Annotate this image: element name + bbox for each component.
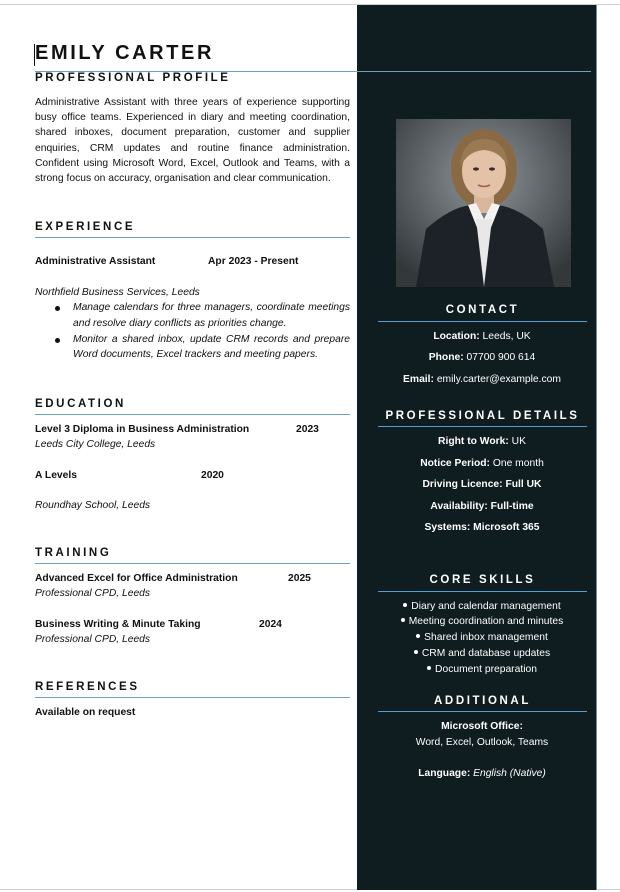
location-value: Leeds, UK	[479, 331, 531, 342]
systems-text: Systems: Microsoft 365	[424, 522, 540, 533]
skills-heading: CORE SKILLS	[429, 574, 536, 586]
education-item-title: A Levels	[35, 470, 77, 481]
training-item-year: 2024	[259, 619, 282, 630]
profile-photo	[396, 119, 571, 287]
education-item-place: Roundhay School, Leeds	[35, 500, 151, 511]
details-heading: PROFESSIONAL DETAILS	[385, 410, 580, 422]
training-item-year: 2025	[288, 573, 311, 584]
rtw-label: Right to Work:	[438, 436, 509, 447]
bullet-icon	[403, 603, 407, 607]
education-rule	[35, 414, 350, 415]
experience-role: Administrative Assistant	[35, 256, 156, 267]
training-rule	[35, 563, 350, 564]
contact-heading: CONTACT	[445, 304, 520, 316]
bullet-icon	[55, 306, 60, 311]
phone-label: Phone:	[428, 352, 464, 363]
contact-email	[362, 374, 602, 385]
list-item	[362, 648, 602, 659]
additional-office-label	[362, 721, 602, 732]
location-label: Location:	[433, 331, 480, 342]
skills-rule	[378, 591, 587, 592]
references-rule	[35, 697, 350, 698]
portrait-image	[396, 119, 571, 287]
contact-rule	[378, 321, 587, 322]
header-rule	[35, 71, 591, 72]
profile-text: Administrative Assistant with three years of experience supporting busy office teams. Experienced in diary and meeting coordination, shared inboxes, document preparation, customer and supplier enquiries, CRM updates and routine finance administration. Confident using Microsoft Word, Excel, Outlook and Teams, with a strong focus on accuracy, organisation and clear communication.	[35, 97, 350, 185]
references-heading: REFERENCES	[35, 681, 140, 693]
experience-dates: Apr 2023 - Present	[208, 256, 299, 267]
education-item-place: Leeds City College, Leeds	[35, 439, 156, 450]
education-item-year: 2023	[296, 424, 319, 435]
skill-text: Meeting coordination and minutes	[408, 616, 564, 627]
detail-systems	[362, 522, 602, 533]
notice-label: Notice Period:	[420, 458, 490, 469]
experience-heading: EXPERIENCE	[35, 221, 136, 233]
detail-notice-period	[362, 458, 602, 469]
additional-language	[362, 768, 602, 779]
bullet-icon	[401, 618, 405, 622]
detail-driving-licence	[362, 479, 602, 490]
training-item-title: Advanced Excel for Office Administration	[35, 573, 238, 584]
additional-rule	[378, 711, 587, 712]
references-text: Available on request	[35, 707, 136, 718]
list-item	[362, 616, 602, 627]
bullet-icon	[416, 634, 420, 638]
list-item	[362, 601, 602, 612]
detail-right-to-work	[362, 436, 602, 447]
skill-text: Shared inbox management	[424, 632, 548, 643]
training-item-title: Business Writing & Minute Taking	[35, 619, 201, 630]
candidate-name[interactable]: EMILY CARTER	[35, 42, 215, 64]
additional-heading: ADDITIONAL	[434, 695, 531, 707]
language-label: Language:	[418, 768, 471, 779]
skill-text: Diary and calendar management	[411, 601, 561, 612]
availability-text: Availability: Full-time	[430, 501, 534, 512]
licence-text: Driving Licence: Full UK	[422, 479, 542, 490]
details-rule	[378, 426, 587, 427]
contact-phone	[362, 352, 602, 363]
contact-location	[362, 331, 602, 342]
training-item-place: Professional CPD, Leeds	[35, 588, 151, 599]
list-item	[362, 664, 602, 675]
training-heading: TRAINING	[35, 547, 112, 559]
education-item-year: 2020	[201, 470, 224, 481]
bullet-text: Monitor a shared inbox, update CRM records and prepare Word documents, Excel trackers and meeting papers.	[73, 333, 350, 361]
bullet-icon	[427, 666, 431, 670]
notice-value: One month	[490, 458, 544, 469]
detail-availability	[362, 501, 602, 512]
experience-rule	[35, 237, 350, 238]
experience-bullet-list	[35, 300, 350, 363]
list-item	[362, 632, 602, 643]
email-value: emily.carter@example.com	[433, 374, 561, 385]
skill-text: CRM and database updates	[421, 648, 551, 659]
education-heading: EDUCATION	[35, 398, 126, 410]
experience-company: Northfield Business Services, Leeds	[35, 287, 200, 298]
bullet-text: Manage calendars for three managers, coordinate meetings and resolve diary conflicts as priorities change.	[73, 302, 350, 329]
additional-office-value: Word, Excel, Outlook, Teams	[415, 737, 549, 748]
bullet-icon	[414, 650, 418, 654]
rtw-value: UK	[508, 436, 526, 447]
skill-text: Document preparation	[435, 664, 537, 675]
profile-heading: PROFESSIONAL PROFILE	[35, 72, 231, 84]
email-label: Email:	[403, 374, 434, 385]
list-item	[35, 332, 350, 364]
education-item-title: Level 3 Diploma in Business Administration	[35, 424, 250, 435]
list-item	[35, 300, 350, 332]
office-label: Microsoft Office:	[441, 721, 523, 732]
bullet-icon	[55, 338, 60, 343]
phone-value: 07700 900 614	[463, 352, 536, 363]
training-item-place: Professional CPD, Leeds	[35, 634, 151, 645]
sidebar-edge	[596, 5, 597, 890]
language-value: English (Native)	[470, 768, 546, 779]
